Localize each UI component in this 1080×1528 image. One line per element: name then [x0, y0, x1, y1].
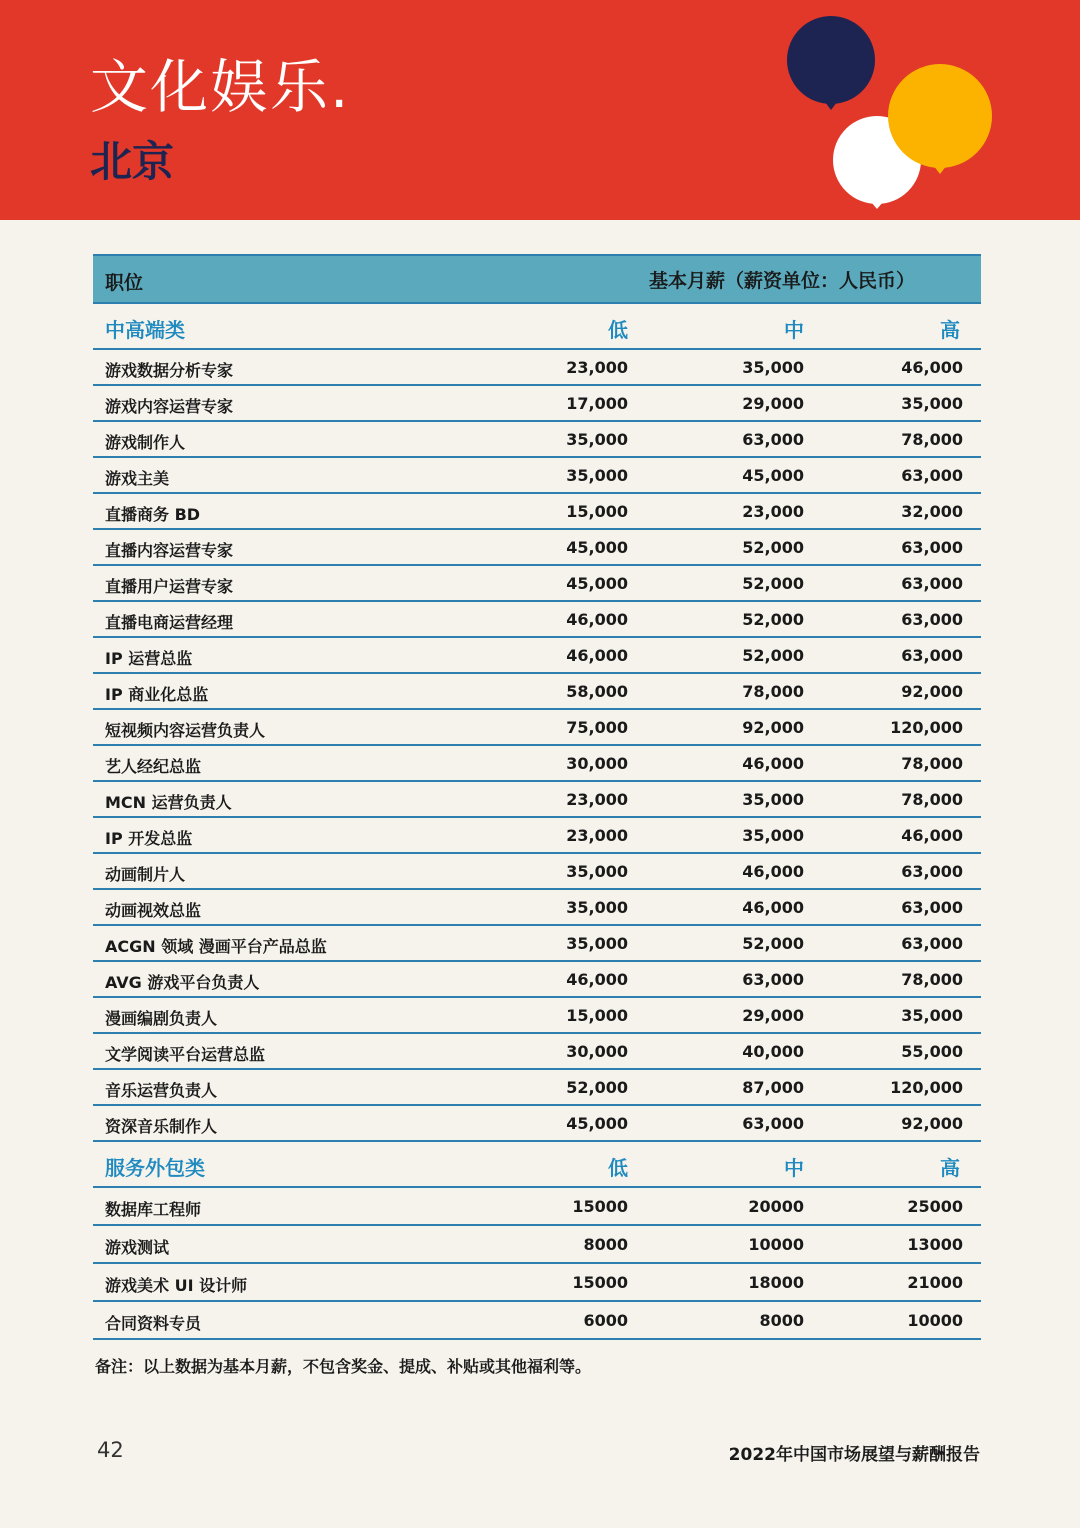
job-title: MCN 运营负责人	[105, 793, 232, 812]
salary-high: 63,000	[901, 862, 963, 881]
job-title: 直播内容运营专家	[105, 541, 234, 560]
section-label: 中高端类	[105, 318, 185, 342]
salary-low: 45,000	[566, 574, 628, 593]
column-high-label: 高	[940, 318, 960, 342]
table-row	[93, 494, 981, 530]
job-title: 数据库工程师	[105, 1200, 202, 1219]
navy-balloon	[787, 16, 875, 110]
salary-mid: 63,000	[742, 430, 804, 449]
column-low-label: 低	[608, 318, 628, 342]
salary-low: 15,000	[566, 502, 628, 521]
column-mid-label: 中	[784, 1156, 804, 1180]
job-title: 游戏测试	[105, 1238, 170, 1257]
salary-low: 6000	[583, 1311, 628, 1330]
salary-high: 25000	[907, 1197, 963, 1216]
salary-high: 78,000	[901, 790, 963, 809]
column-mid-label: 中	[784, 318, 804, 342]
job-title: 游戏制作人	[105, 433, 186, 452]
salary-low: 15,000	[566, 1006, 628, 1025]
table-row	[93, 962, 981, 998]
salary-high: 13000	[907, 1235, 963, 1254]
job-title: IP 开发总监	[105, 829, 193, 848]
salary-mid: 63,000	[742, 1114, 804, 1133]
salary-mid: 52,000	[742, 574, 804, 593]
salary-mid: 46,000	[742, 754, 804, 773]
section-header	[93, 304, 981, 350]
table-row	[93, 566, 981, 602]
salary-mid: 35,000	[742, 826, 804, 845]
table-row	[93, 854, 981, 890]
salary-low: 45,000	[566, 1114, 628, 1133]
job-title: 资深音乐制作人	[105, 1117, 218, 1136]
table-row	[93, 1188, 981, 1226]
salary-high: 92,000	[901, 682, 963, 701]
salary-high: 63,000	[901, 538, 963, 557]
salary-high: 63,000	[901, 466, 963, 485]
table-row	[93, 602, 981, 638]
job-title: 直播电商运营经理	[105, 613, 234, 632]
job-title: 动画视效总监	[105, 901, 202, 920]
salary-low: 15000	[572, 1197, 628, 1216]
salary-low: 23,000	[566, 826, 628, 845]
job-title: 直播商务 BD	[105, 505, 201, 524]
salary-high: 63,000	[901, 610, 963, 629]
salary-mid: 52,000	[742, 934, 804, 953]
salary-mid: 46,000	[742, 898, 804, 917]
salary-table	[93, 254, 981, 1340]
job-title: 漫画编剧负责人	[105, 1009, 218, 1028]
salary-high: 63,000	[901, 898, 963, 917]
table-row	[93, 818, 981, 854]
salary-mid: 40,000	[742, 1042, 804, 1061]
salary-mid: 18000	[748, 1273, 804, 1292]
table-row	[93, 638, 981, 674]
job-title: 游戏内容运营专家	[105, 397, 234, 416]
salary-low: 58,000	[566, 682, 628, 701]
salary-mid: 35,000	[742, 358, 804, 377]
salary-high: 63,000	[901, 574, 963, 593]
job-title: 游戏数据分析专家	[105, 361, 234, 380]
table-row	[93, 386, 981, 422]
table-row	[93, 458, 981, 494]
salary-mid: 92,000	[742, 718, 804, 737]
salary-low: 15000	[572, 1273, 628, 1292]
salary-high: 78,000	[901, 430, 963, 449]
table-row	[93, 1302, 981, 1340]
salary-low: 46,000	[566, 610, 628, 629]
salary-low: 52,000	[566, 1078, 628, 1097]
salary-mid: 35,000	[742, 790, 804, 809]
salary-low: 30,000	[566, 1042, 628, 1061]
salary-low: 75,000	[566, 718, 628, 737]
table-row	[93, 530, 981, 566]
job-title: 动画制片人	[105, 865, 186, 884]
table-header	[93, 254, 981, 304]
salary-high: 46,000	[901, 358, 963, 377]
salary-high: 35,000	[901, 394, 963, 413]
table-row	[93, 1034, 981, 1070]
job-title: 游戏主美	[105, 469, 170, 488]
table-row	[93, 890, 981, 926]
salary-low: 30,000	[566, 754, 628, 773]
table-row	[93, 674, 981, 710]
salary-high: 32,000	[901, 502, 963, 521]
job-title: ACGN 领域 漫画平台产品总监	[105, 937, 327, 956]
table-note: 备注：以上数据为基本月薪，不包含奖金、提成、补贴或其他福利等。	[95, 1357, 592, 1376]
job-title: IP 商业化总监	[105, 685, 209, 704]
salary-low: 46,000	[566, 970, 628, 989]
salary-high: 78,000	[901, 970, 963, 989]
salary-mid: 29,000	[742, 394, 804, 413]
column-header-salary: 基本月薪（薪资单位：人民币）	[648, 270, 915, 292]
section-header	[93, 1142, 981, 1188]
salary-high: 92,000	[901, 1114, 963, 1133]
salary-mid: 87,000	[742, 1078, 804, 1097]
salary-high: 55,000	[901, 1042, 963, 1061]
page-number: 42	[97, 1438, 124, 1462]
job-title: 合同资料专员	[105, 1314, 202, 1333]
salary-mid: 45,000	[742, 466, 804, 485]
table-row	[93, 782, 981, 818]
salary-mid: 52,000	[742, 646, 804, 665]
page-subtitle: 北京	[90, 137, 175, 186]
salary-low: 35,000	[566, 862, 628, 881]
salary-mid: 78,000	[742, 682, 804, 701]
salary-low: 35,000	[566, 934, 628, 953]
page-title: 文化娱乐.	[90, 53, 351, 121]
salary-low: 35,000	[566, 898, 628, 917]
table-row	[93, 350, 981, 386]
column-low-label: 低	[608, 1156, 628, 1180]
salary-mid: 10000	[748, 1235, 804, 1254]
balloons-illustration	[780, 10, 1020, 220]
job-title: AVG 游戏平台负责人	[105, 973, 260, 992]
salary-high: 63,000	[901, 646, 963, 665]
salary-low: 46,000	[566, 646, 628, 665]
column-high-label: 高	[940, 1156, 960, 1180]
job-title: IP 运营总监	[105, 649, 193, 668]
table-row	[93, 710, 981, 746]
header-banner	[0, 0, 1080, 220]
job-title: 短视频内容运营负责人	[105, 721, 266, 740]
salary-high: 21000	[907, 1273, 963, 1292]
salary-low: 17,000	[566, 394, 628, 413]
salary-low: 8000	[583, 1235, 628, 1254]
table-row	[93, 926, 981, 962]
salary-mid: 46,000	[742, 862, 804, 881]
job-title: 游戏美术 UI 设计师	[105, 1276, 248, 1295]
salary-mid: 52,000	[742, 610, 804, 629]
salary-high: 120,000	[890, 718, 963, 737]
table-row	[93, 422, 981, 458]
job-title: 音乐运营负责人	[105, 1081, 218, 1100]
salary-low: 35,000	[566, 466, 628, 485]
table-row	[93, 1106, 981, 1142]
report-title: 2022年中国市场展望与薪酬报告	[728, 1445, 980, 1465]
salary-mid: 63,000	[742, 970, 804, 989]
salary-high: 78,000	[901, 754, 963, 773]
salary-low: 35,000	[566, 430, 628, 449]
table-row	[93, 1226, 981, 1264]
table-row	[93, 746, 981, 782]
salary-high: 10000	[907, 1311, 963, 1330]
salary-mid: 23,000	[742, 502, 804, 521]
salary-mid: 20000	[748, 1197, 804, 1216]
job-title: 文学阅读平台运营总监	[105, 1045, 266, 1064]
salary-high: 46,000	[901, 826, 963, 845]
column-header-position: 职位	[105, 272, 144, 294]
job-title: 直播用户运营专家	[105, 577, 234, 596]
table-row	[93, 998, 981, 1034]
salary-high: 120,000	[890, 1078, 963, 1097]
section-label: 服务外包类	[105, 1156, 205, 1180]
table-row	[93, 1070, 981, 1106]
job-title: 艺人经纪总监	[105, 757, 202, 776]
salary-low: 45,000	[566, 538, 628, 557]
salary-mid: 29,000	[742, 1006, 804, 1025]
salary-low: 23,000	[566, 358, 628, 377]
salary-low: 23,000	[566, 790, 628, 809]
salary-high: 63,000	[901, 934, 963, 953]
salary-mid: 8000	[759, 1311, 804, 1330]
table-row	[93, 1264, 981, 1302]
salary-high: 35,000	[901, 1006, 963, 1025]
salary-mid: 52,000	[742, 538, 804, 557]
